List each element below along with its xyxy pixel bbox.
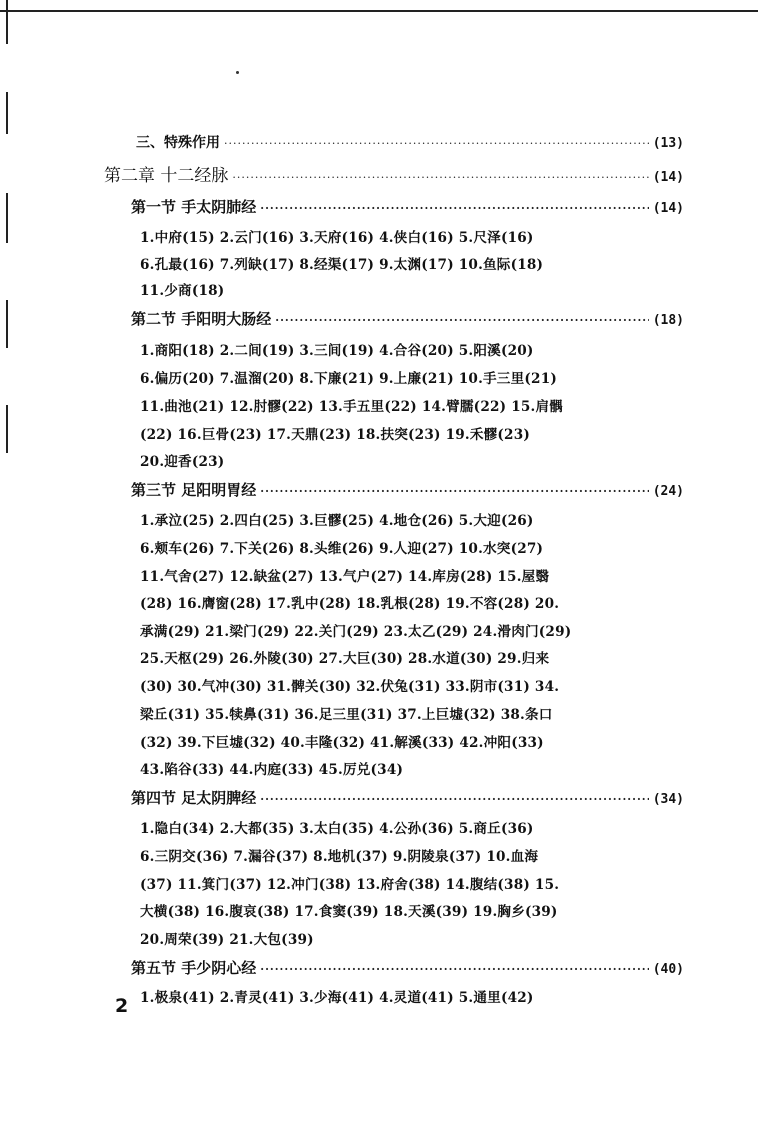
toc-item-special-effects[interactable] [136, 132, 684, 152]
leader-dots [232, 171, 648, 184]
acupoint-line: 43.陷谷(33) 44.内庭(33) 45.厉兑(34) [140, 762, 404, 778]
acupoint-line: (22) 16.巨骨(23) 17.天鼎(23) 18.扶突(23) 19.禾髎(23) [140, 427, 530, 443]
left-scan-edge-mark [6, 193, 8, 243]
section-title: 第一节 手太阴肺经 [131, 198, 257, 216]
toc-section-3[interactable] [131, 479, 684, 500]
chapter-page: (14) [652, 170, 684, 185]
acupoint-line: 大横(38) 16.腹哀(38) 17.食窦(39) 18.天溪(39) 19.胸乡(39) [140, 904, 558, 920]
leader-dots [260, 485, 648, 498]
acupoint-line: (37) 11.箕门(37) 12.冲门(38) 13.府舍(38) 14.腹结(38) 15. [140, 877, 560, 893]
acupoint-line: (30) 30.气冲(30) 31.髀关(30) 32.伏兔(31) 33.阴市(31) 34. [140, 679, 560, 695]
toc-section-2[interactable] [131, 308, 684, 329]
left-scan-edge-mark [6, 405, 8, 453]
acupoint-line: 6.三阴交(36) 7.漏谷(37) 8.地机(37) 9.阴陵泉(37) 10.血海 [140, 849, 539, 865]
acupoint-line: 11.曲池(21) 12.肘髎(22) 13.手五里(22) 14.臂臑(22) 15.肩髃 [140, 399, 564, 415]
toc-chapter[interactable] [104, 161, 684, 186]
acupoint-line: 1.承泣(25) 2.四白(25) 3.巨髎(25) 4.地仓(26) 5.大迎(26) [140, 513, 534, 529]
page-number: 2 [115, 995, 129, 1017]
acupoint-line: 20.周荣(39) 21.大包(39) [140, 932, 314, 948]
acupoint-line: 6.孔最(16) 7.列缺(17) 8.经渠(17) 9.太渊(17) 10.鱼际(18) [140, 257, 544, 273]
leader-dots [260, 963, 648, 976]
section-page: (40) [652, 962, 684, 977]
toc-item-page: (13) [652, 136, 684, 151]
acupoint-line: (32) 39.下巨墟(32) 40.丰隆(32) 41.解溪(33) 42.冲阳(33) [140, 735, 544, 751]
toc-section-5[interactable] [131, 957, 684, 978]
section-page: (18) [652, 313, 684, 328]
section-page: (34) [652, 792, 684, 807]
toc-section-4[interactable] [131, 787, 684, 808]
acupoint-line: 20.迎香(23) [140, 454, 225, 470]
left-scan-edge-mark [6, 300, 8, 348]
acupoint-line: 承满(29) 21.梁门(29) 22.关门(29) 23.太乙(29) 24.滑肉门(29) [140, 624, 572, 640]
acupoint-line: (28) 16.膺窗(28) 17.乳中(28) 18.乳根(28) 19.不容(28) 20. [140, 596, 560, 612]
acupoint-line: 1.隐白(34) 2.大都(35) 3.太白(35) 4.公孙(36) 5.商丘(36) [140, 821, 534, 837]
toc-item-label: 三、特殊作用 [136, 135, 220, 151]
top-rule [0, 10, 758, 12]
acupoint-line: 6.颊车(26) 7.下关(26) 8.头维(26) 9.人迎(27) 10.水突(27) [140, 541, 544, 557]
acupoint-line: 梁丘(31) 35.犊鼻(31) 36.足三里(31) 37.上巨墟(32) 38.条口 [140, 707, 553, 723]
acupoint-line: 1.商阳(18) 2.二间(19) 3.三间(19) 4.合谷(20) 5.阳溪(20) [140, 343, 534, 359]
section-title: 第三节 足阳明胃经 [131, 481, 257, 499]
leader-dots [224, 137, 649, 150]
acupoint-line: 1.中府(15) 2.云门(16) 3.天府(16) 4.侠白(16) 5.尺泽(16) [140, 230, 534, 246]
leader-dots [260, 793, 648, 806]
section-page: (14) [652, 201, 684, 216]
acupoint-line: 11.气舍(27) 12.缺盆(27) 13.气户(27) 14.库房(28) 15.屋翳 [140, 569, 550, 585]
section-title: 第四节 足太阴脾经 [131, 789, 257, 807]
leader-dots [275, 314, 648, 327]
chapter-title: 第二章 十二经脉 [104, 166, 229, 186]
leader-dots [260, 202, 648, 215]
section-title: 第二节 手阳明大肠经 [131, 310, 272, 328]
left-scan-edge-mark [6, 92, 8, 134]
acupoint-line: 11.少商(18) [140, 283, 225, 299]
left-scan-edge-mark [6, 0, 8, 44]
section-page: (24) [652, 484, 684, 499]
acupoint-line: 6.偏历(20) 7.温溜(20) 8.下廉(21) 9.上廉(21) 10.手三里(21) [140, 371, 557, 387]
toc-section-1[interactable] [131, 196, 684, 217]
ink-speck [236, 71, 239, 74]
acupoint-line: 1.极泉(41) 2.青灵(41) 3.少海(41) 4.灵道(41) 5.通里(42) [140, 990, 534, 1006]
acupoint-line: 25.天枢(29) 26.外陵(30) 27.大巨(30) 28.水道(30) 29.归来 [140, 651, 550, 667]
section-title: 第五节 手少阴心经 [131, 959, 257, 977]
